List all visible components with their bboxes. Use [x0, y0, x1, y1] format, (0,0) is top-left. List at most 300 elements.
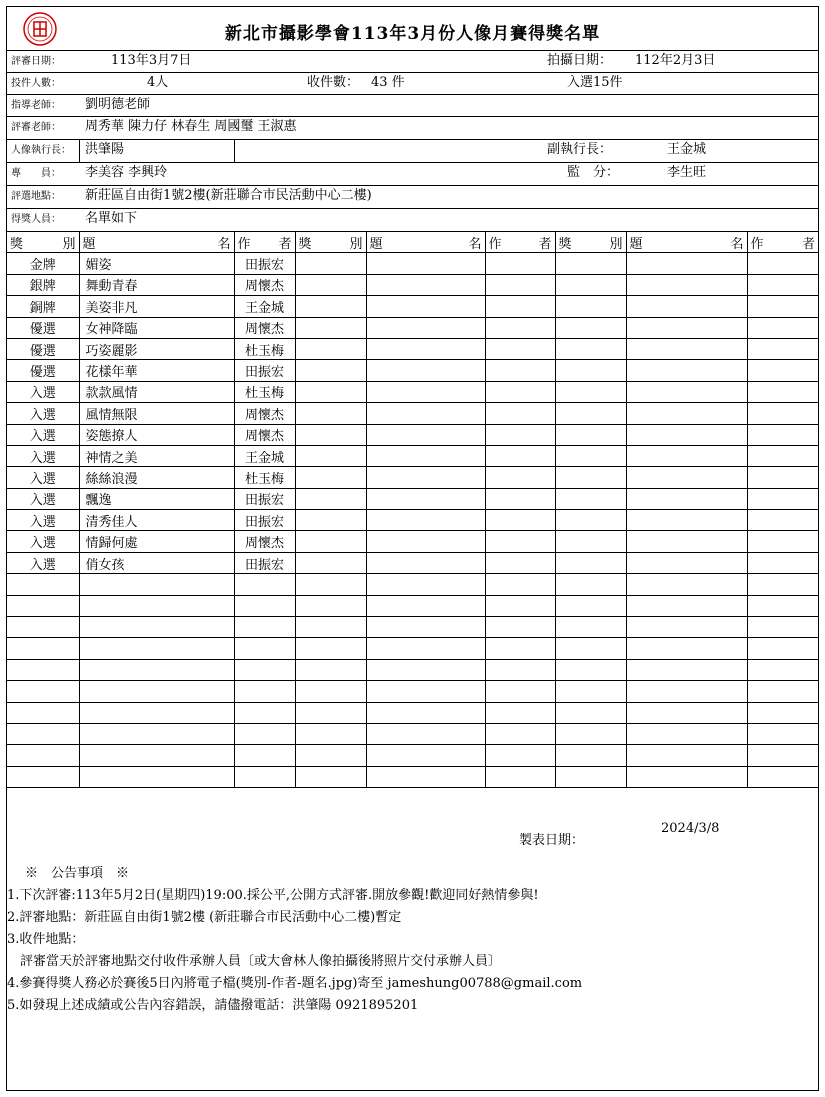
empty-cell	[366, 403, 485, 424]
empty-cell	[747, 317, 818, 338]
award-header: 獎 別	[555, 232, 626, 253]
empty-cell	[626, 681, 747, 702]
award-sheet	[6, 6, 819, 1091]
staff-value: 李美容 李興玲	[85, 165, 168, 180]
empty-cell	[7, 702, 79, 723]
empty-cell	[485, 702, 555, 723]
empty-cell	[626, 403, 747, 424]
empty-cell	[555, 467, 626, 488]
winner-award-cell: 銀牌	[7, 274, 79, 295]
empty-cell	[747, 467, 818, 488]
empty-cell	[485, 424, 555, 445]
empty-cell	[485, 510, 555, 531]
empty-cell	[366, 253, 485, 274]
table-row	[7, 595, 818, 616]
empty-cell	[295, 681, 366, 702]
divider	[79, 140, 80, 162]
empty-cell	[234, 595, 295, 616]
winner-award-cell: 入選	[7, 403, 79, 424]
empty-cell	[747, 702, 818, 723]
winner-award-cell: 入選	[7, 445, 79, 466]
empty-cell	[366, 338, 485, 359]
page-title: 新北市攝影學會113年3月份人像月賽得獎名單	[224, 24, 601, 44]
empty-cell	[555, 531, 626, 552]
empty-cell	[79, 681, 234, 702]
empty-cell	[295, 381, 366, 402]
empty-cell	[747, 424, 818, 445]
empty-cell	[626, 274, 747, 295]
notice-line: 3.收件地點：	[7, 932, 85, 947]
empty-cell	[626, 317, 747, 338]
empty-cell	[626, 338, 747, 359]
empty-cell	[79, 723, 234, 744]
empty-cell	[747, 766, 818, 787]
empty-cell	[626, 766, 747, 787]
results-body	[7, 253, 818, 788]
empty-cell	[79, 659, 234, 680]
empty-cell	[366, 659, 485, 680]
author-header: 作 者	[234, 232, 295, 253]
empty-cell	[7, 766, 79, 787]
empty-cell	[626, 488, 747, 509]
winner-award-cell: 入選	[7, 467, 79, 488]
empty-cell	[626, 552, 747, 573]
winner-author-cell: 周懷杰	[234, 317, 295, 338]
empty-cell	[366, 360, 485, 381]
empty-cell	[747, 617, 818, 638]
empty-cell	[485, 338, 555, 359]
venue-row	[7, 186, 818, 209]
empty-cell	[626, 702, 747, 723]
winner-author-cell: 周懷杰	[234, 424, 295, 445]
empty-cell	[747, 445, 818, 466]
empty-cell	[295, 424, 366, 445]
winner-title-cell: 舞動青春	[79, 274, 234, 295]
winner-title-cell: 飄逸	[79, 488, 234, 509]
table-row	[7, 510, 818, 531]
empty-cell	[234, 617, 295, 638]
empty-cell	[366, 702, 485, 723]
selected-count: 入選15件	[567, 75, 623, 90]
empty-cell	[555, 574, 626, 595]
empty-cell	[485, 253, 555, 274]
winner-award-cell: 入選	[7, 381, 79, 402]
advisor-row	[7, 95, 818, 117]
empty-cell	[626, 445, 747, 466]
notice-line: 5.如發現上述成績或公告內容錯誤，請儘撥電話：洪肇陽 0921895201	[7, 998, 419, 1013]
empty-cell	[366, 595, 485, 616]
winner-author-cell: 田振宏	[234, 360, 295, 381]
winner-title-cell: 神情之美	[79, 445, 234, 466]
empty-cell	[234, 574, 295, 595]
empty-cell	[555, 403, 626, 424]
empty-cell	[555, 274, 626, 295]
empty-cell	[366, 638, 485, 659]
winner-title-cell: 女神降臨	[79, 317, 234, 338]
winner-author-cell: 周懷杰	[234, 274, 295, 295]
table-row	[7, 338, 818, 359]
empty-cell	[747, 659, 818, 680]
notice-line: 1.下次評審:113年5月2日(星期四)19:00.採公平,公開方式評審.開放參觀!歡迎同好熱情參與!	[7, 888, 539, 903]
empty-cell	[555, 595, 626, 616]
empty-cell	[234, 659, 295, 680]
empty-cell	[747, 338, 818, 359]
empty-cell	[366, 274, 485, 295]
empty-cell	[485, 766, 555, 787]
empty-cell	[626, 531, 747, 552]
empty-cell	[747, 510, 818, 531]
empty-cell	[555, 617, 626, 638]
empty-cell	[366, 381, 485, 402]
advisor-value: 劉明德老師	[85, 97, 151, 112]
empty-cell	[485, 552, 555, 573]
winner-title-cell: 情歸何處	[79, 531, 234, 552]
empty-cell	[485, 296, 555, 317]
empty-cell	[295, 766, 366, 787]
winner-award-cell: 優選	[7, 317, 79, 338]
empty-cell	[747, 381, 818, 402]
table-row	[7, 488, 818, 509]
winner-author-cell: 杜玉梅	[234, 381, 295, 402]
empty-cell	[485, 574, 555, 595]
table-row	[7, 723, 818, 744]
empty-cell	[366, 488, 485, 509]
empty-cell	[626, 253, 747, 274]
empty-cell	[234, 723, 295, 744]
empty-cell	[555, 723, 626, 744]
empty-cell	[295, 574, 366, 595]
made-date-label: 製表日期：	[519, 833, 585, 848]
empty-cell	[79, 745, 234, 766]
winner-title-cell: 清秀佳人	[79, 510, 234, 531]
empty-cell	[295, 702, 366, 723]
empty-cell	[485, 745, 555, 766]
empty-cell	[295, 659, 366, 680]
empty-cell	[747, 488, 818, 509]
empty-cell	[7, 723, 79, 744]
entrants-value: 4人	[147, 75, 169, 90]
venue-label: 評選地點：	[11, 191, 61, 202]
empty-cell	[626, 745, 747, 766]
empty-cell	[7, 745, 79, 766]
empty-cell	[555, 659, 626, 680]
judges-label: 評審老師：	[11, 122, 61, 133]
empty-cell	[295, 723, 366, 744]
divider	[234, 140, 235, 162]
title-header: 題 名	[366, 232, 485, 253]
empty-cell	[626, 360, 747, 381]
shoot-date-value: 112年2月3日	[635, 53, 716, 68]
winner-award-cell: 入選	[7, 552, 79, 573]
notice-line: 2.評審地點：新莊區自由街1號2樓 (新莊聯合市民活動中心二樓)暫定	[7, 910, 402, 925]
empty-cell	[79, 766, 234, 787]
winner-author-cell: 杜玉梅	[234, 338, 295, 359]
empty-cell	[747, 552, 818, 573]
empty-cell	[555, 445, 626, 466]
empty-cell	[747, 638, 818, 659]
empty-cell	[555, 552, 626, 573]
empty-cell	[295, 338, 366, 359]
winner-award-cell: 入選	[7, 510, 79, 531]
review-date-value: 113年3月7日	[111, 53, 192, 68]
empty-cell	[485, 531, 555, 552]
empty-cell	[747, 681, 818, 702]
winner-author-cell: 田振宏	[234, 510, 295, 531]
winner-award-cell: 入選	[7, 531, 79, 552]
empty-cell	[366, 681, 485, 702]
empty-cell	[295, 467, 366, 488]
empty-cell	[555, 702, 626, 723]
empty-cell	[485, 723, 555, 744]
empty-cell	[747, 723, 818, 744]
exec-row	[7, 140, 818, 163]
table-row	[7, 445, 818, 466]
empty-cell	[485, 360, 555, 381]
empty-cell	[79, 702, 234, 723]
winner-title-cell: 俏女孩	[79, 552, 234, 573]
winner-award-cell: 入選	[7, 488, 79, 509]
empty-cell	[626, 424, 747, 445]
judges-row	[7, 117, 818, 140]
notice-section	[7, 863, 582, 1017]
empty-cell	[747, 360, 818, 381]
notice-line: 4.參賽得獎人務必於賽後5日內將電子檔(獎別-作者-題名.jpg)寄至 jameshung00788@gmail.com	[7, 976, 583, 991]
empty-cell	[295, 317, 366, 338]
notice-line: 評審當天於評審地點交付收件承辦人員〔或大會林人像拍攝後將照片交付承辦人員〕	[7, 954, 502, 969]
winner-award-cell: 優選	[7, 338, 79, 359]
review-date-row	[7, 51, 818, 73]
empty-cell	[485, 467, 555, 488]
empty-cell	[626, 638, 747, 659]
empty-cell	[295, 296, 366, 317]
empty-cell	[366, 574, 485, 595]
empty-cell	[295, 531, 366, 552]
table-row	[7, 360, 818, 381]
supervisor-label: 監 分：	[567, 165, 620, 180]
empty-cell	[366, 445, 485, 466]
table-row	[7, 681, 818, 702]
empty-cell	[555, 638, 626, 659]
winner-author-cell: 王金城	[234, 445, 295, 466]
winner-award-cell: 金牌	[7, 253, 79, 274]
winner-author-cell: 王金城	[234, 296, 295, 317]
empty-cell	[485, 638, 555, 659]
winner-title-cell: 絲絲浪漫	[79, 467, 234, 488]
empty-cell	[366, 766, 485, 787]
empty-cell	[485, 488, 555, 509]
empty-cell	[366, 510, 485, 531]
staff-label: 專 員：	[11, 168, 61, 179]
empty-cell	[747, 296, 818, 317]
winner-author-cell: 田振宏	[234, 488, 295, 509]
empty-cell	[295, 638, 366, 659]
empty-cell	[7, 595, 79, 616]
winner-award-cell: 優選	[7, 360, 79, 381]
empty-cell	[555, 510, 626, 531]
winner-title-cell: 美姿非凡	[79, 296, 234, 317]
table-row	[7, 638, 818, 659]
empty-cell	[555, 296, 626, 317]
empty-cell	[485, 317, 555, 338]
empty-cell	[79, 595, 234, 616]
empty-cell	[555, 424, 626, 445]
empty-cell	[295, 445, 366, 466]
empty-cell	[555, 766, 626, 787]
empty-cell	[366, 723, 485, 744]
empty-cell	[79, 574, 234, 595]
empty-cell	[485, 381, 555, 402]
winner-title-cell: 媚姿	[79, 253, 234, 274]
empty-cell	[626, 467, 747, 488]
empty-cell	[626, 595, 747, 616]
empty-cell	[626, 381, 747, 402]
empty-cell	[295, 595, 366, 616]
award-header: 獎 別	[295, 232, 366, 253]
empty-cell	[7, 574, 79, 595]
venue-value: 新莊區自由街1號2樓(新莊聯合市民活動中心二樓)	[85, 188, 372, 203]
winners-label-row	[7, 209, 818, 232]
empty-cell	[295, 488, 366, 509]
empty-cell	[485, 445, 555, 466]
empty-cell	[485, 681, 555, 702]
empty-cell	[234, 766, 295, 787]
table-row	[7, 296, 818, 317]
winner-title-cell: 巧姿麗影	[79, 338, 234, 359]
empty-cell	[234, 745, 295, 766]
empty-cell	[747, 403, 818, 424]
entrants-label: 投件人數：	[11, 78, 61, 89]
winner-author-cell: 杜玉梅	[234, 467, 295, 488]
empty-cell	[485, 659, 555, 680]
empty-cell	[485, 403, 555, 424]
empty-cell	[366, 296, 485, 317]
empty-cell	[366, 552, 485, 573]
table-row	[7, 766, 818, 787]
vice-exec-value: 王金城	[667, 142, 707, 157]
table-row	[7, 424, 818, 445]
empty-cell	[366, 531, 485, 552]
empty-cell	[555, 745, 626, 766]
table-row	[7, 659, 818, 680]
empty-cell	[555, 253, 626, 274]
vice-exec-label: 副執行長：	[547, 142, 613, 157]
winner-author-cell: 周懷杰	[234, 403, 295, 424]
empty-cell	[234, 702, 295, 723]
empty-cell	[555, 381, 626, 402]
empty-cell	[747, 274, 818, 295]
table-row	[7, 253, 818, 274]
table-row	[7, 274, 818, 295]
empty-cell	[747, 745, 818, 766]
empty-cell	[234, 638, 295, 659]
author-header: 作 者	[747, 232, 818, 253]
winner-title-cell: 款款風情	[79, 381, 234, 402]
empty-cell	[555, 360, 626, 381]
empty-cell	[555, 338, 626, 359]
notice-title: ※ 公告事項 ※	[25, 866, 130, 881]
winners-value: 名單如下	[85, 211, 138, 226]
award-header: 獎 別	[7, 232, 79, 253]
empty-cell	[295, 403, 366, 424]
exec-value: 洪肇陽	[85, 142, 125, 157]
winner-title-cell: 花樣年華	[79, 360, 234, 381]
table-row	[7, 403, 818, 424]
winner-award-cell: 入選	[7, 424, 79, 445]
winner-author-cell: 周懷杰	[234, 531, 295, 552]
advisor-label: 指導老師：	[11, 100, 61, 111]
table-row	[7, 552, 818, 573]
empty-cell	[626, 723, 747, 744]
title-bar	[7, 7, 818, 51]
empty-cell	[626, 510, 747, 531]
empty-cell	[7, 659, 79, 680]
empty-cell	[555, 317, 626, 338]
empty-cell	[79, 617, 234, 638]
made-date-value: 2024/3/8	[661, 821, 720, 836]
staff-row	[7, 163, 818, 186]
table-header-row	[7, 232, 818, 253]
empty-cell	[295, 552, 366, 573]
empty-cell	[295, 253, 366, 274]
empty-cell	[7, 617, 79, 638]
table-row	[7, 531, 818, 552]
empty-cell	[747, 253, 818, 274]
winner-award-cell: 銅牌	[7, 296, 79, 317]
empty-cell	[747, 531, 818, 552]
review-date-label: 評審日期：	[11, 56, 61, 67]
entrants-row	[7, 73, 818, 95]
empty-cell	[747, 595, 818, 616]
judges-value: 周秀華 陳力仔 林春生 周國璽 王淑惠	[85, 119, 297, 134]
empty-cell	[366, 617, 485, 638]
results-table	[7, 232, 818, 788]
empty-cell	[626, 659, 747, 680]
empty-cell	[485, 617, 555, 638]
empty-cell	[295, 745, 366, 766]
empty-cell	[366, 745, 485, 766]
empty-cell	[366, 317, 485, 338]
empty-cell	[626, 617, 747, 638]
table-row	[7, 745, 818, 766]
empty-cell	[626, 574, 747, 595]
empty-cell	[295, 617, 366, 638]
empty-cell	[366, 424, 485, 445]
empty-cell	[366, 467, 485, 488]
shoot-date-label: 拍攝日期：	[547, 53, 613, 68]
empty-cell	[747, 574, 818, 595]
empty-cell	[485, 595, 555, 616]
table-row	[7, 574, 818, 595]
empty-cell	[555, 488, 626, 509]
empty-cell	[295, 274, 366, 295]
winners-label: 得獎人員：	[11, 214, 61, 225]
empty-cell	[7, 681, 79, 702]
empty-cell	[295, 360, 366, 381]
supervisor-value: 李生旺	[667, 165, 707, 180]
table-row	[7, 381, 818, 402]
empty-cell	[626, 296, 747, 317]
winner-author-cell: 田振宏	[234, 552, 295, 573]
table-row	[7, 702, 818, 723]
table-row	[7, 317, 818, 338]
empty-cell	[295, 510, 366, 531]
author-header: 作 者	[485, 232, 555, 253]
title-header: 題 名	[626, 232, 747, 253]
empty-cell	[79, 638, 234, 659]
exec-label: 人像執行長：	[11, 145, 71, 156]
title-header: 題 名	[79, 232, 234, 253]
table-row	[7, 467, 818, 488]
